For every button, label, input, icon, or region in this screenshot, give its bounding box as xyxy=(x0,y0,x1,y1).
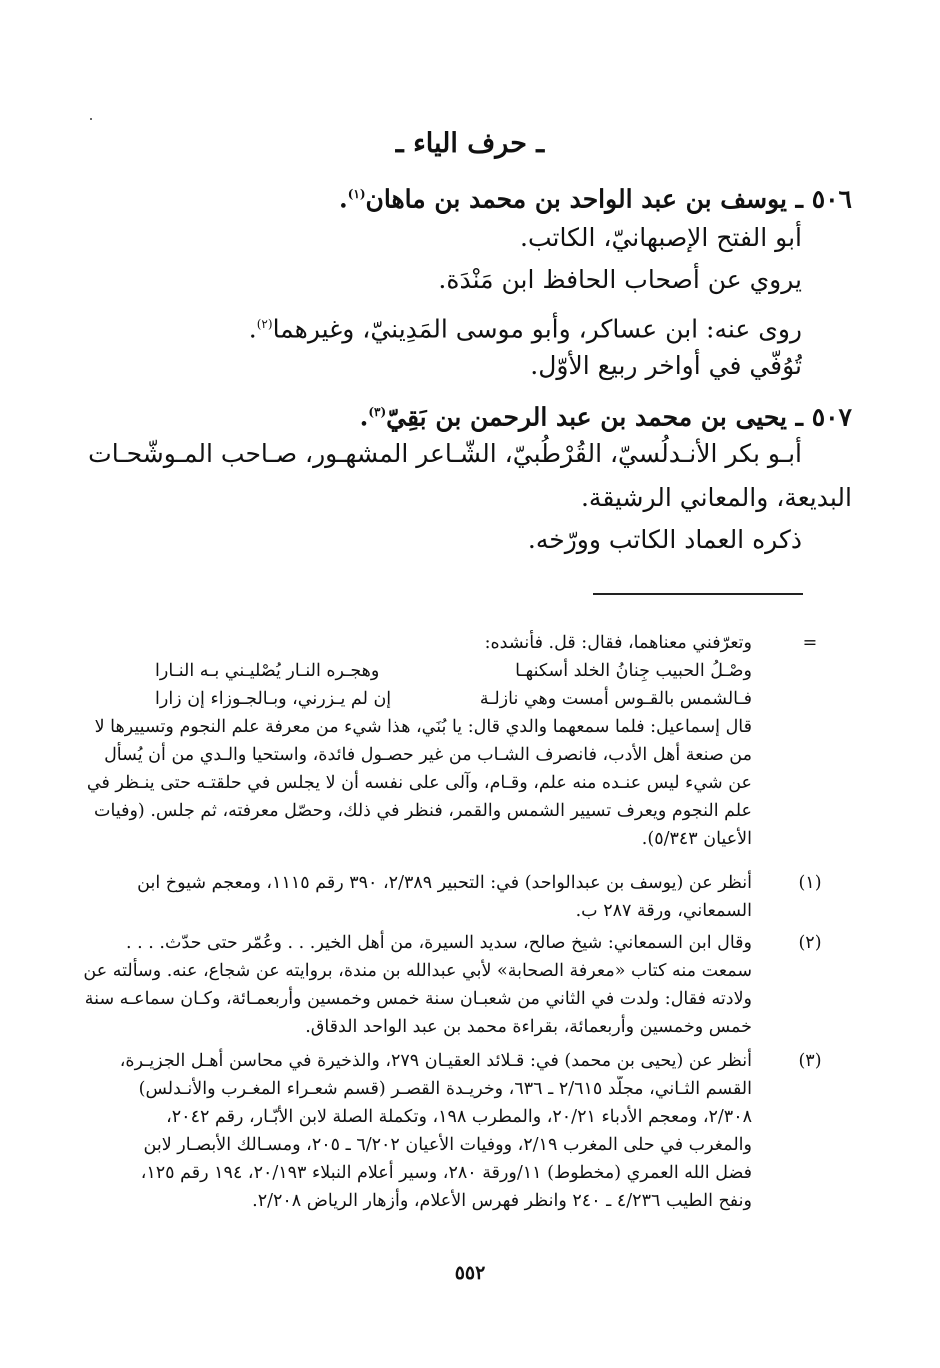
entry-506-heading-period: . xyxy=(338,184,348,214)
continuation-line-5: الأعيان ٥/٣٤٣). xyxy=(641,829,752,849)
section-title: ـ حرف الياء ـ xyxy=(395,128,545,159)
footnote-2-line-2: سمعت منه كتاب «معرفة الصحابة» لأبي عبدالله بن مندة، بروايته عن شجاع، عنه. وسألته عن xyxy=(83,961,752,981)
footnote-3-line-1: أنظر عن (يحيى بن محمد) في: قـلائد العقيـان ٢٧٩، والذخيرة في محاسن أهـل الجزيـرة، xyxy=(119,1051,752,1071)
footnote-3-line-5: فضل الله العمري (مخطوط) ١١/ورقة ٢٨٠، وسير أعلام النبلاء ٢٠/١٩٣، ١٩٤ رقم ١٢٥، xyxy=(140,1163,752,1183)
entry-506-line-4: تُوُفّي في أواخر ربيع الأوّل. xyxy=(530,351,802,380)
footnote-3-line-2: القسم الثـاني، مجلّد ٢/٦١٥ ـ ٦٣٦، وخريـدة القصـر (قسم شعـراء المغـرب والأنـدلس) xyxy=(138,1079,752,1099)
footnote-3-number: (٣) xyxy=(798,1051,822,1071)
footnote-2-line-1: وقال ابن السمعاني: شيخ صالح، سديد السيرة، من أهل الخير. . . وعُمّر حتى حدّث. . . . xyxy=(126,933,752,953)
entry-507-line-3: ذكره العماد الكاتب وورّخه. xyxy=(527,525,802,554)
entry-506-line-1: أبو الفتح الإصبهانيّ، الكاتب. xyxy=(520,223,802,252)
footnote-1-number: (١) xyxy=(798,873,822,893)
footnote-ref-3: (٣) xyxy=(368,405,387,419)
verse-2-first-hemistich: فـالشمس بالقـوس أمست وهي نازلـة xyxy=(479,689,752,709)
footnote-ref-2: (٢) xyxy=(256,317,273,331)
verse-1-second-hemistich: وهجـره النـار يُصْليـني بـه النـارا xyxy=(155,661,380,681)
entry-506-line-3-period: . xyxy=(248,314,257,344)
entry-507-line-1: أبـو بكر الأنـدلُسيّ، القُرْطُبيّ، الشّـاعر المشهـور، صـاحب المـوشّحـات xyxy=(88,439,802,468)
scan-speck xyxy=(90,118,92,120)
footnote-1-line-1: أنظر عن (يوسف بن عبدالواحد) في: التحبير ٢/٣٨٩، ٣٩٠ رقم ١١١٥، ومعجم شيوخ ابن xyxy=(137,873,752,893)
entry-507-name: ٥٠٧ ـ يحيى بن محمد بن عبد الرحمن بن بَقِيّ xyxy=(386,402,852,432)
verse-2-second-hemistich: إن لم يـزرني، وبـالجـوزاء إن زارا xyxy=(155,689,392,709)
verse-1-first-hemistich: وصْـلُ الحبيب جِنانُ الخلد أسكنهـا xyxy=(515,661,752,681)
continuation-line-1: قال إسماعيل: فلما سمعهما والدي قال: يا بُنَي، هذا شيء من معرفة علم النجوم وتسييرها لا xyxy=(94,717,752,737)
entry-507-line-2: البديعة، والمعاني الرشيقة. xyxy=(580,483,852,512)
entry-506-line-2: يروي عن أصحاب الحافظ ابن مَنْدَة. xyxy=(438,265,802,294)
footnote-2-line-4: خمس وخمسين وأربعمائة، بقراءة محمد بن عبد الواحد الدقاق. xyxy=(305,1017,752,1037)
footnote-2-number: (٢) xyxy=(798,933,822,953)
footnote-2-line-3: ولادته فقال: ولدت في الثاني من شعبـان سنة خمس وخمسين وأربعمـائة، وكـان سماعـه سنة xyxy=(84,989,752,1009)
continuation-marker: = xyxy=(802,633,818,653)
page-number: ٥٥٢ xyxy=(454,1262,486,1284)
footnote-1-line-2: السمعاني، ورقة ٢٨٧ ب. xyxy=(575,901,752,921)
footnote-3-line-3: ٢/٣٠٨، ومعجم الأدباء ٢٠/٢١، والمطرب ١٩٨، وتكملة الصلة لابن الأبّـار، رقم ٢٠٤٢، xyxy=(166,1107,752,1127)
entry-507-heading-period: . xyxy=(359,402,369,432)
continuation-line-3: عن شيء ليس عنـده منه علم، وقـام، وآلى على نفسه أن لا يجلس في حلقتـه حتى ينـظر في xyxy=(86,773,752,793)
footnote-ref-1: (١) xyxy=(347,187,366,201)
entry-506-heading xyxy=(92,172,852,221)
footnote-divider xyxy=(593,593,803,595)
footnote-3-line-4: والمغرب في حلى المغرب ٢/١٩، ووفيات الأعيان ٦/٢٠٢ ـ ٢٠٥، ومسـالك الأبصـار لابن xyxy=(143,1135,752,1155)
continuation-line-4: علم النجوم ويعرف تسيير الشمس والقمر، فنظر في ذلك، وحصّل معرفته، ثم جلس. (وفيات xyxy=(94,801,752,821)
continuation-line-2: من صنعة أهل الأدب، فانصرف الشـاب من غير حصـول فائدة، واستحيا والـدي من أن يُسأل xyxy=(104,745,752,765)
footnote-3-line-6: ونفح الطيب ٤/٢٣٦ ـ ٢٤٠ وانظر فهرس الأعلام، وأزهار الرياض ٢/٢٠٨. xyxy=(252,1191,752,1211)
entry-506-line-3-text: روى عنه: ابن عساكر، وأبو موسى المَدِينيّ، وغيرهما xyxy=(272,314,802,344)
continuation-intro: وتعرّفني معناهما، فقال: قل. فأنشده: xyxy=(484,633,752,653)
entry-506-name: ٥٠٦ ـ يوسف بن عبد الواحد بن محمد بن ماهان xyxy=(365,184,852,214)
